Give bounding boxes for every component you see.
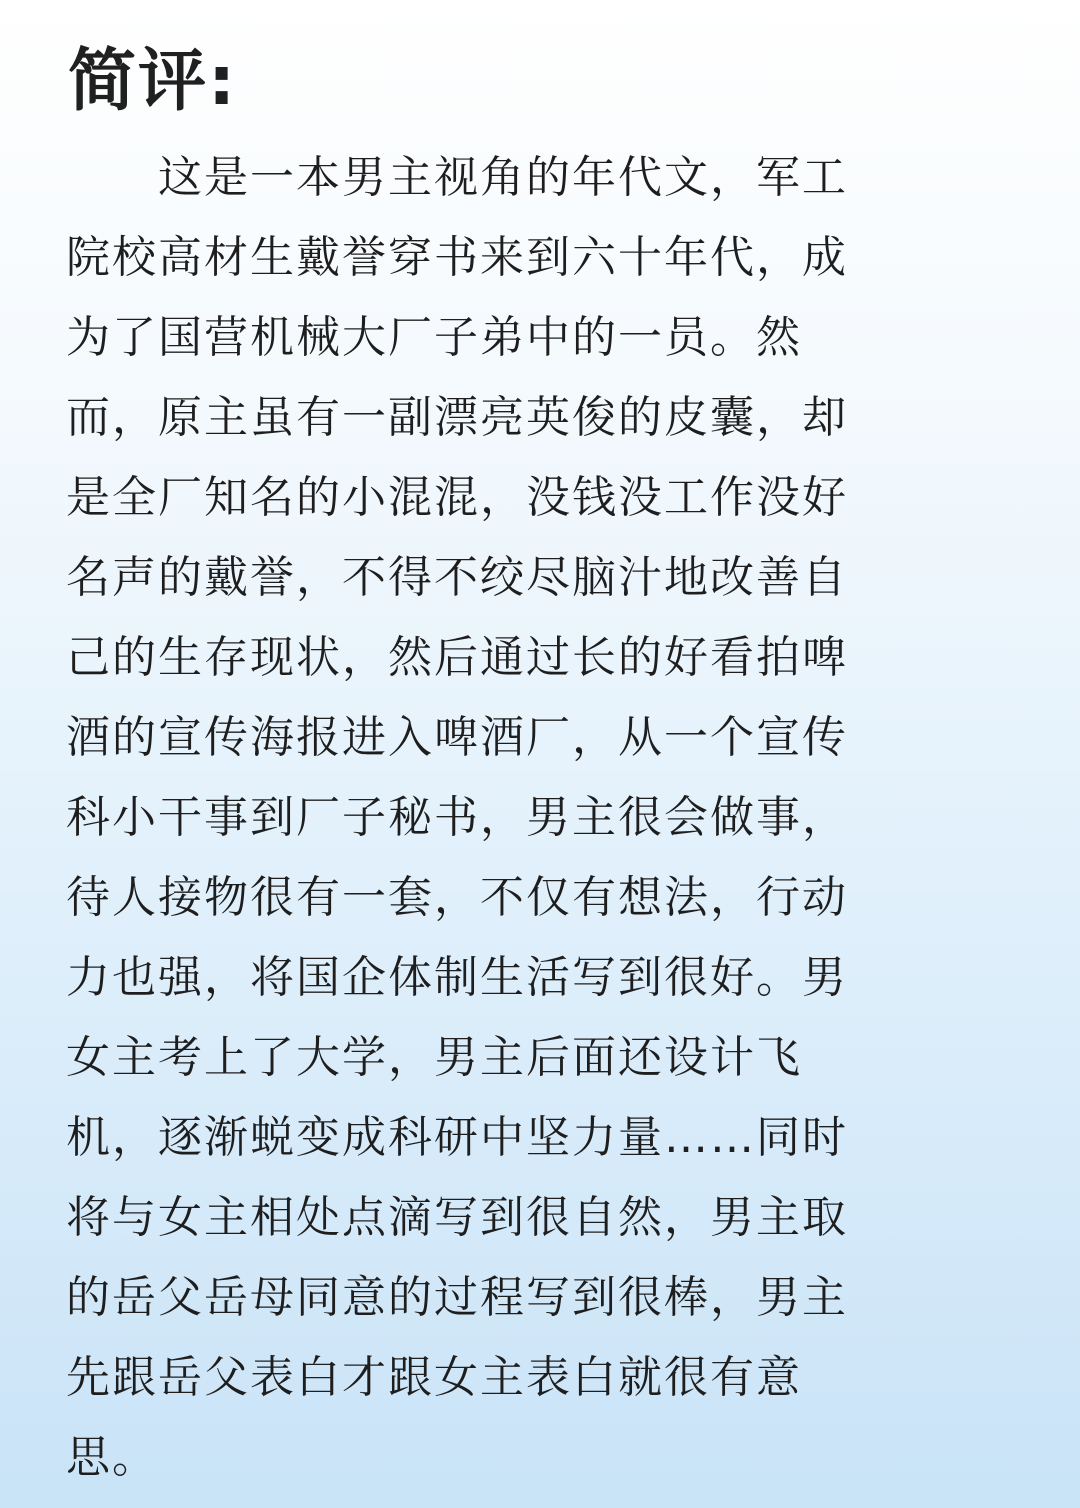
paragraph-line: 的岳父岳母同意的过程写到很棒，男主 <box>66 1272 848 1323</box>
paragraph-line: 先跟岳父表白才跟女主表白就很有意 <box>66 1352 802 1403</box>
paragraph-line: 机，逐渐蜕变成科研中坚力量……同时 <box>66 1112 848 1163</box>
paragraph-line: 力也强，将国企体制生活写到很好。男 <box>66 952 848 1003</box>
paragraph-line: 酒的宣传海报进入啤酒厂，从一个宣传 <box>66 712 848 763</box>
paragraph-line: 待人接物很有一套，不仅有想法，行动 <box>66 872 848 923</box>
paragraph-line: 思。 <box>66 1432 158 1483</box>
paragraph-line: 这是一本男主视角的年代文，军工 <box>66 152 848 203</box>
paragraph-line: 将与女主相处点滴写到很自然，男主取 <box>66 1192 848 1243</box>
review-paragraph <box>66 138 1006 1498</box>
page-title: 简评: <box>68 42 238 121</box>
paragraph-line: 己的生存现状，然后通过长的好看拍啤 <box>66 632 848 683</box>
paragraph-line: 院校高材生戴誉穿书来到六十年代，成 <box>66 232 848 283</box>
paragraph-line: 而，原主虽有一副漂亮英俊的皮囊，却 <box>66 392 848 443</box>
paragraph-line: 科小干事到厂子秘书，男主很会做事， <box>66 792 848 843</box>
paragraph-line: 女主考上了大学，男主后面还设计飞 <box>66 1032 802 1083</box>
paragraph-line: 名声的戴誉，不得不绞尽脑汁地改善自 <box>66 552 848 603</box>
paragraph-line: 为了国营机械大厂子弟中的一员。然 <box>66 312 802 363</box>
paragraph-line: 是全厂知名的小混混，没钱没工作没好 <box>66 472 848 523</box>
